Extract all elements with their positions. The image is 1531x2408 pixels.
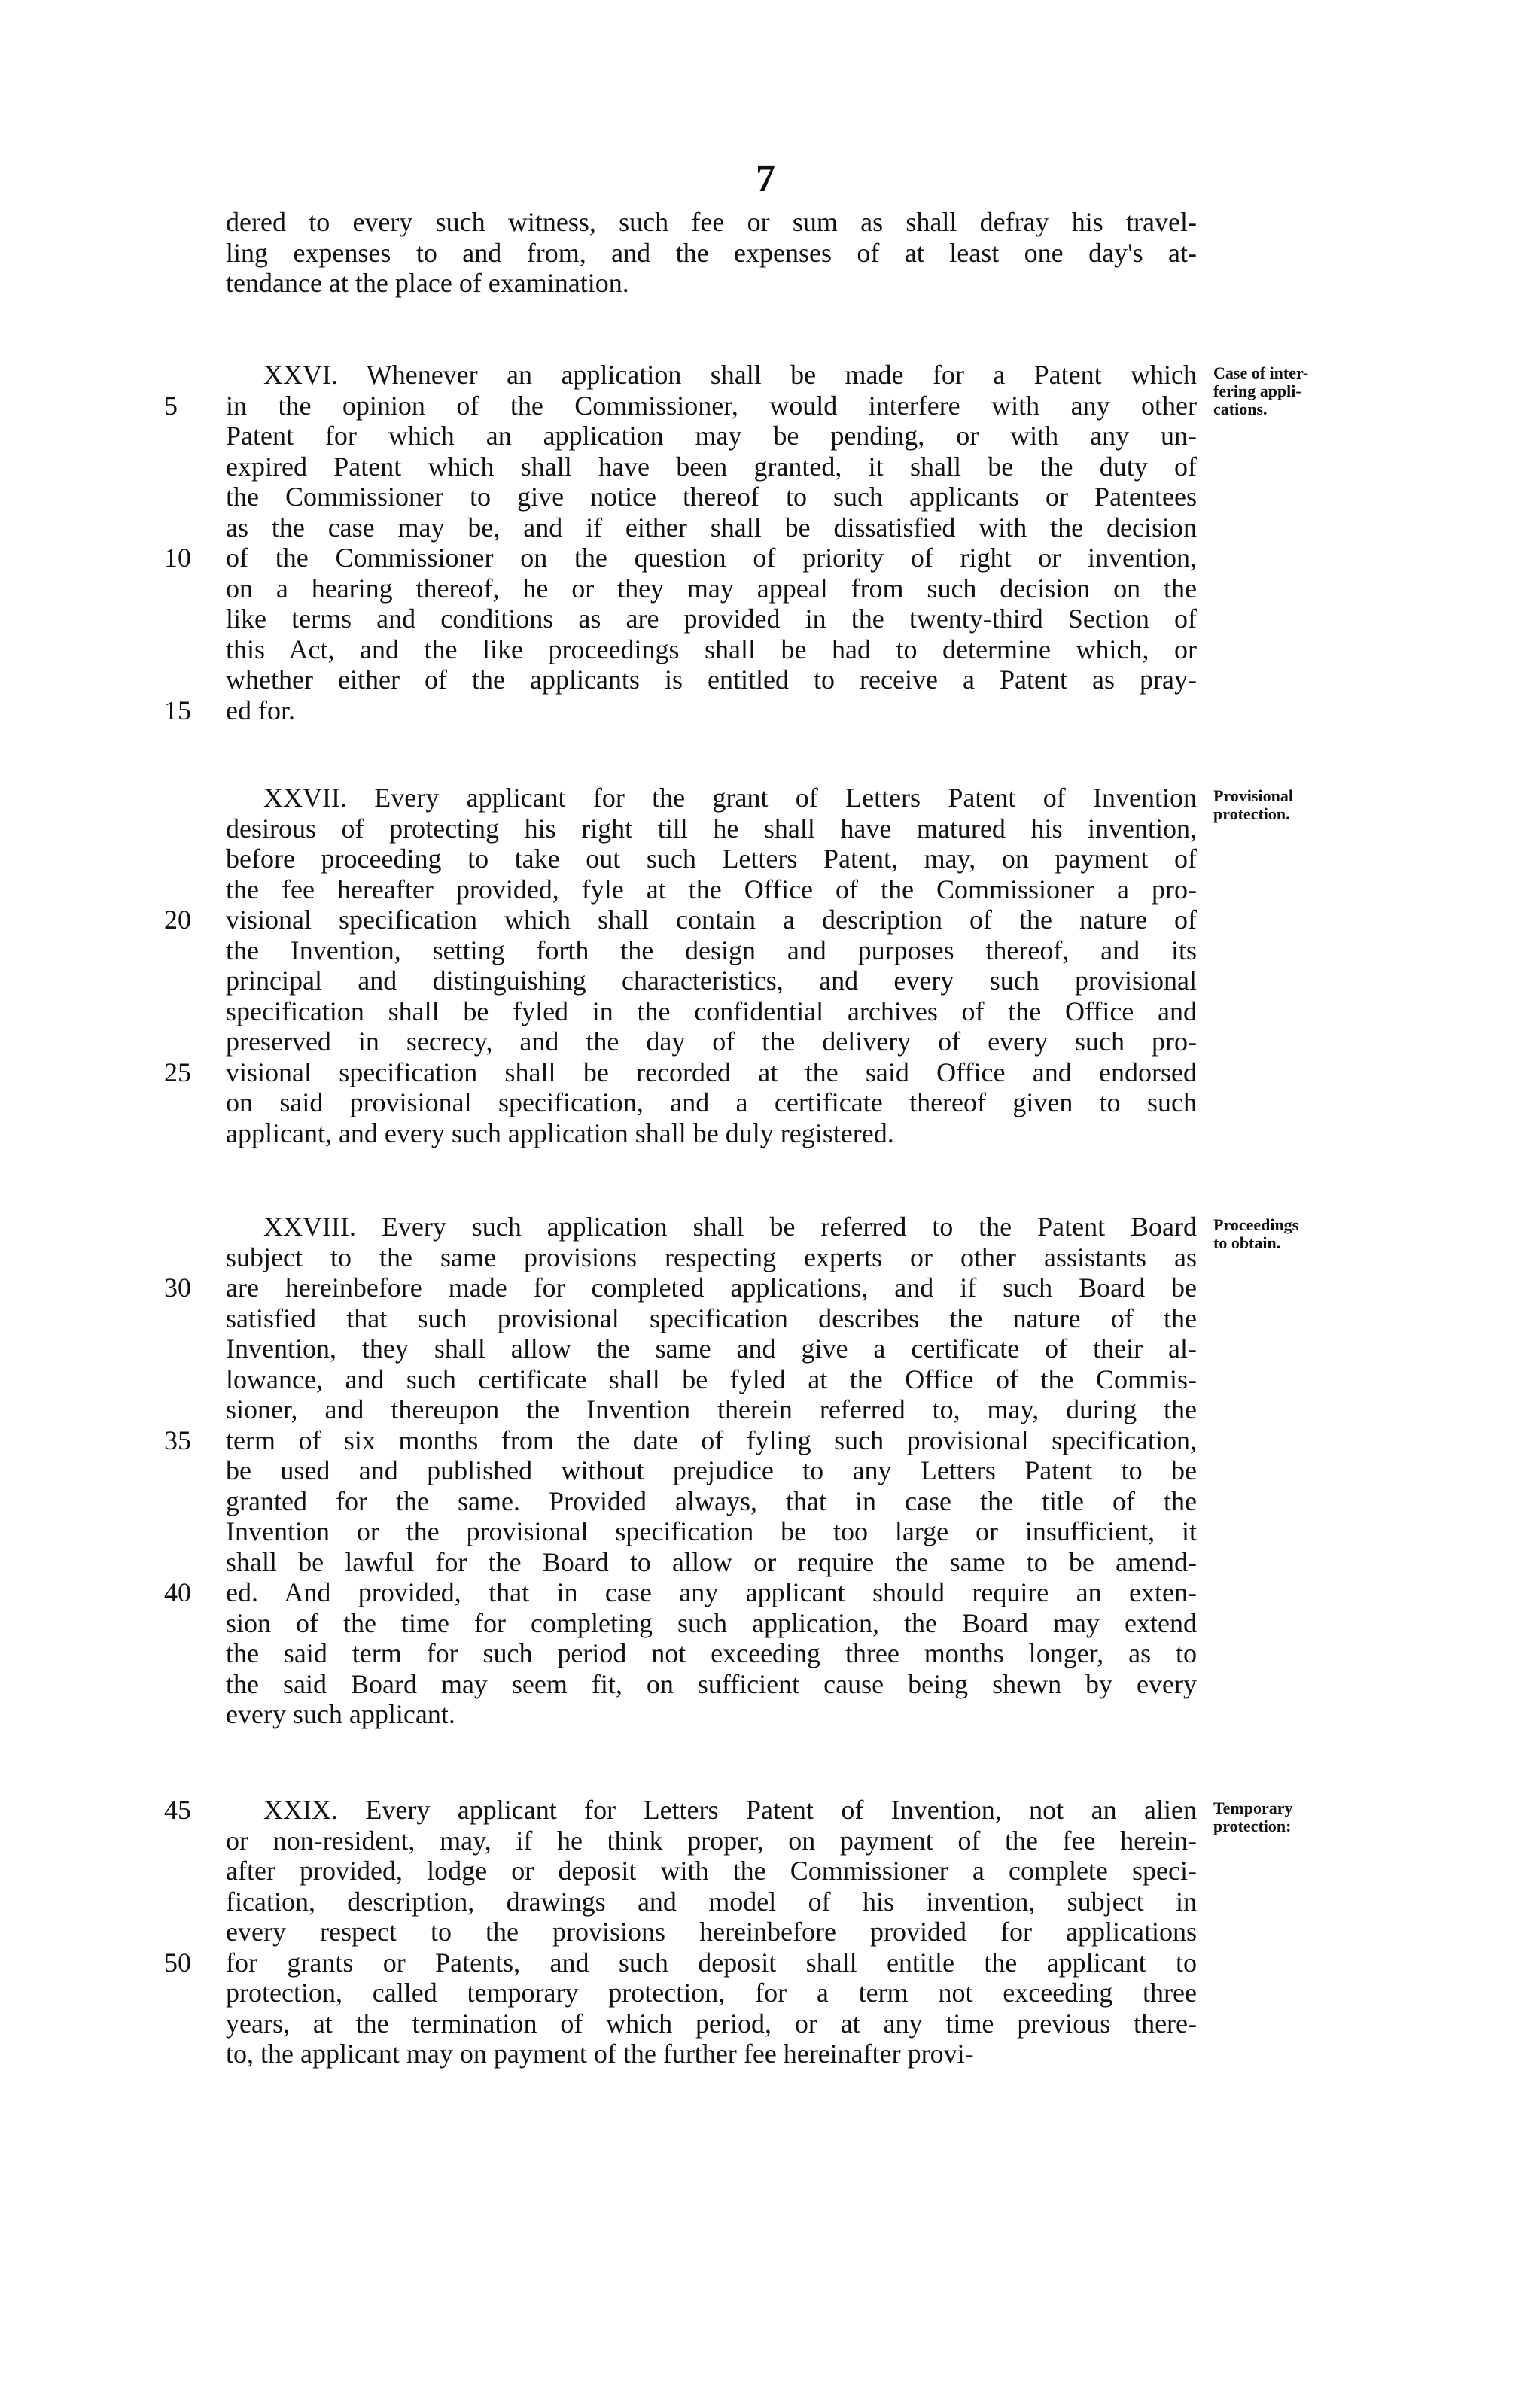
text-line: protection, called temporary protection, for a term not exceeding three <box>226 1978 1197 2008</box>
margin-note-line: Provisional <box>1213 786 1293 805</box>
line-number: 20 <box>164 905 191 935</box>
text-line: Invention or the provisional specification be too large or insufficient, it <box>226 1516 1197 1546</box>
text-line: the Invention, setting forth the design and purposes thereof, and its <box>226 935 1197 965</box>
text-line: principal and distinguishing characteristics, and every such provisional <box>226 965 1197 996</box>
page-number: 7 <box>756 157 775 200</box>
text-line: be used and published without prejudice to any Letters Patent to be <box>226 1455 1197 1485</box>
text-line: every respect to the provisions hereinbefore provided for applications <box>226 1917 1197 1947</box>
margin-note-line: protection. <box>1213 804 1290 823</box>
text-line: the fee hereafter provided, fyle at the Office of the Commissioner a pro- <box>226 874 1197 905</box>
line-number: 5 <box>164 390 178 421</box>
margin-note-line: Temporary <box>1213 1798 1293 1817</box>
text-line: dered to every such witness, such fee or sum as shall defray his travel- <box>226 207 1197 237</box>
line-number: 30 <box>164 1272 191 1303</box>
text-line: the Commissioner to give notice thereof to such applicants or Patentees <box>226 482 1197 512</box>
text-line: XXVIII. Every such application shall be referred to the Patent Board <box>263 1212 1197 1242</box>
text-line: on said provisional specification, and a certificate thereof given to such <box>226 1087 1197 1117</box>
text-line: of the Commissioner on the question of priority of right or invention, <box>226 543 1197 573</box>
text-line: the said Board may seem fit, on sufficient cause being shewn by every <box>226 1668 1197 1699</box>
line-number: 50 <box>164 1947 191 1978</box>
text-line: Patent for which an application may be pending, or with any un- <box>226 421 1197 451</box>
text-line: to, the applicant may on payment of the further fee hereinafter provi- <box>226 2039 974 2069</box>
line-number: 40 <box>164 1577 191 1607</box>
text-line: Invention, they shall allow the same and give a certificate of their al- <box>226 1333 1197 1364</box>
text-line: every such applicant. <box>226 1699 455 1729</box>
margin-note-line: Case of inter- <box>1213 363 1309 382</box>
text-line: lowance, and such certificate shall be fyled at the Office of the Commis- <box>226 1364 1197 1394</box>
margin-note-line: fering appli- <box>1213 382 1301 400</box>
text-line: this Act, and the like proceedings shall be had to determine which, or <box>226 634 1197 664</box>
text-line: or non-resident, may, if he think proper, on payment of the fee herein- <box>226 1825 1197 1856</box>
line-number: 10 <box>164 543 191 573</box>
text-line: satisfied that such provisional specification describes the nature of the <box>226 1303 1197 1333</box>
text-line: after provided, lodge or deposit with the Commissioner a complete speci- <box>226 1856 1197 1886</box>
text-line: like terms and conditions as are provided in the twenty-third Section of <box>226 604 1197 634</box>
text-line: sioner, and thereupon the Invention therein referred to, may, during the <box>226 1394 1197 1424</box>
text-line: XXIX. Every applicant for Letters Patent of Invention, not an alien <box>263 1795 1197 1825</box>
text-line: ed for. <box>226 695 295 725</box>
text-line: visional specification shall be recorded at the said Office and endorsed <box>226 1057 1197 1087</box>
text-line: ling expenses to and from, and the expenses of at least one day's at- <box>226 237 1197 268</box>
text-line: expired Patent which shall have been granted, it shall be the duty of <box>226 451 1197 482</box>
text-line: in the opinion of the Commissioner, would interfere with any other <box>226 390 1197 421</box>
text-line: XXVI. Whenever an application shall be made for a Patent which <box>263 360 1197 390</box>
line-number: 45 <box>164 1795 191 1825</box>
margin-note <box>1213 1216 1386 1252</box>
text-line: for grants or Patents, and such deposit shall entitle the applicant to <box>226 1947 1197 1978</box>
margin-note <box>1213 787 1386 823</box>
margin-note-line: Proceedings <box>1213 1215 1299 1234</box>
margin-note-line: to obtain. <box>1213 1233 1281 1252</box>
text-line: as the case may be, and if either shall be dissatisfied with the decision <box>226 512 1197 543</box>
text-line: sion of the time for completing such application, the Board may extend <box>226 1607 1197 1638</box>
margin-note-line: cations. <box>1213 400 1268 418</box>
text-line: applicant, and every such application shall be duly registered. <box>226 1117 894 1148</box>
text-line: fication, description, drawings and model of his invention, subject in <box>226 1886 1197 1917</box>
line-number: 35 <box>164 1424 191 1455</box>
text-line: are hereinbefore made for completed applications, and if such Board be <box>226 1272 1197 1303</box>
line-number: 15 <box>164 695 191 725</box>
text-line: preserved in secrecy, and the day of the delivery of every such pro- <box>226 1026 1197 1057</box>
line-number: 25 <box>164 1057 191 1087</box>
text-line: ed. And provided, that in case any applicant should require an exten- <box>226 1577 1197 1607</box>
text-line: granted for the same. Provided always, that in case the title of the <box>226 1485 1197 1516</box>
text-line: before proceeding to take out such Letters Patent, may, on payment of <box>226 844 1197 874</box>
text-line: on a hearing thereof, he or they may appeal from such decision on the <box>226 573 1197 604</box>
margin-note <box>1213 364 1386 418</box>
text-line: specification shall be fyled in the confidential archives of the Office and <box>226 996 1197 1026</box>
text-line: the said term for such period not exceeding three months longer, as to <box>226 1638 1197 1668</box>
text-line: whether either of the applicants is entitled to receive a Patent as pray- <box>226 664 1197 695</box>
text-line: visional specification which shall contain a description of the nature of <box>226 905 1197 935</box>
text-line: subject to the same provisions respecting experts or other assistants as <box>226 1242 1197 1272</box>
margin-note <box>1213 1799 1386 1835</box>
text-line: shall be lawful for the Board to allow or require the same to be amend- <box>226 1546 1197 1577</box>
margin-note-line: protection: <box>1213 1817 1292 1835</box>
text-line: term of six months from the date of fyling such provisional specification, <box>226 1424 1197 1455</box>
text-line: desirous of protecting his right till he shall have matured his invention, <box>226 813 1197 844</box>
text-line: XXVII. Every applicant for the grant of Letters Patent of Invention <box>263 783 1197 813</box>
text-line: tendance at the place of examination. <box>226 268 629 298</box>
text-line: years, at the termination of which period, or at any time previous there- <box>226 2008 1197 2039</box>
